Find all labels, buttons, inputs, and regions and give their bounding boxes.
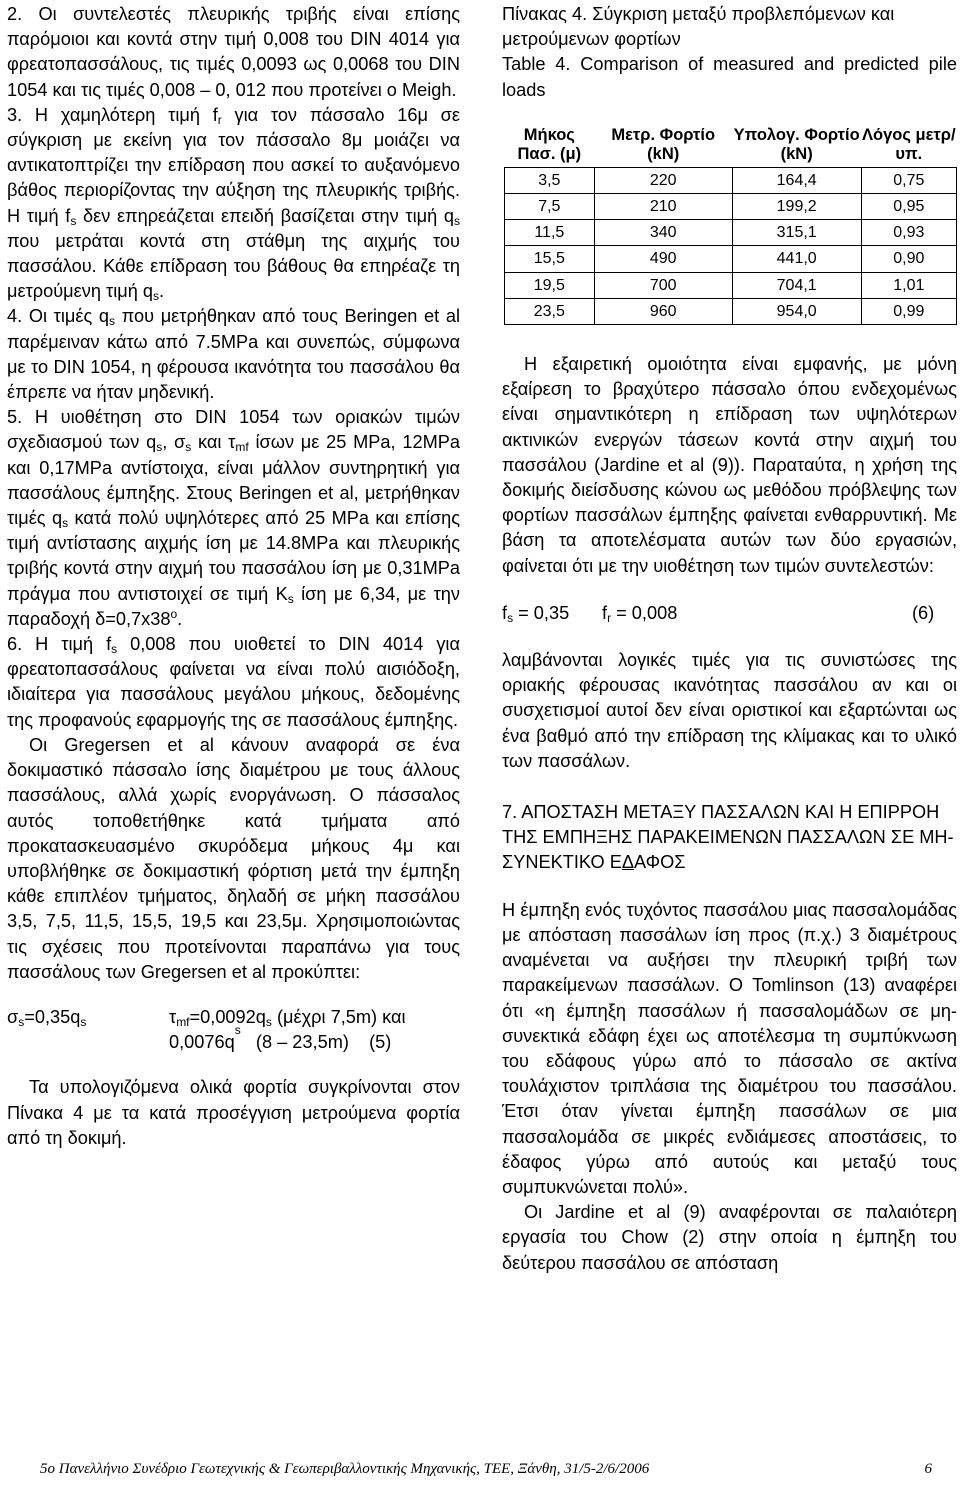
item-5: 5. Η υιοθέτηση στο DIN 1054 των οριακών τιμών σχεδιασμού των $q_s$, $\sigma_s$ και $\tau_{mf}$ ίσων με 25 MPa, 12MPa και 0,17MPa αντίστοιχα, είναι μάλλον συντηρητική για πασσάλους έμπηξης. Στους Beringen et al, μετρήθηκαν τιμές $q_s$ κατά πολύ υψηλότερες από 25 MPa και επίσης τιμή αντίστασης αιχμής ίση με 14.8MPa και πλευρικής τριβής κοντά στην αιχμή του πασσάλου ίση με 0,31MPa πράγμα που αντιστοιχεί σε τιμή $K_s$ ίση με 6,34, με την παραδοχή $\delta=0,7x38^o$. bbox=[7, 407, 460, 629]
fr-expression: $f_r = 0,008$ bbox=[602, 602, 678, 625]
table-row: 19,5 700 704,1 1,01 bbox=[505, 272, 957, 298]
final-paragraph: Τα υπολογιζόμενα ολικά φορτία συγκρίνονται στον Πίνακα 4 με τα κατά προσέγγιση μετρούμενα φορτία από τη δοκιμή. bbox=[7, 1077, 460, 1148]
item-2: 2. Οι συντελεστές πλευρικής τριβής είναι επίσης παρόμοιοι και κοντά στην τιμή 0,008 του DIN 4014 για φρεατοπασσάλους, τις τιμές 0,0093 ως 0,0068 του DIN 1054 και τις τιμές 0,008 – 0, 012 που προτείνει ο Meigh. bbox=[7, 4, 460, 100]
conference-footer: 5ο Πανελλήνιο Συνέδριο Γεωτεχνικής & Γεωπεριβαλλοντικής Μηχανικής, ΤΕΕ, Ξάνθη, 31/5-2/6/2006 bbox=[40, 1461, 650, 1477]
table-row: 15,5 490 441,0 0,90 bbox=[505, 246, 957, 272]
page-number: 6 bbox=[924, 1461, 932, 1477]
table-caption-gr: Πίνακας 4. Σύγκριση μεταξύ προβλεπόμενων και μετρούμενων φορτίων bbox=[502, 4, 895, 50]
table-header-row bbox=[505, 124, 957, 168]
comparison-table bbox=[504, 124, 957, 325]
table-row: 7,5 210 199,2 0,95 bbox=[505, 194, 957, 220]
item-4: 4. Οι τιμές $q_s$ που μετρήθηκαν από τους Beringen et al παρέμειναν κάτω από 7.5MPa και συνεπώς, σύμφωνα με το DIN 1054, η φέρουσα ικανότητα του πασσάλου θα έπρεπε να ήταν μηδενική. bbox=[7, 306, 460, 403]
right-column bbox=[502, 2, 957, 1276]
header-length: Μήκος Πασ. (μ) bbox=[517, 125, 582, 163]
equation-6 bbox=[502, 601, 957, 626]
jardine-paragraph: Οι Jardine et al (9) αναφέρονται σε παλαιότερη εργασία του Chow (2) στην οποία η έμπηξη του δεύτερου πασσάλου σε απόσταση bbox=[502, 1202, 957, 1273]
header-measured: Μετρ. Φορτίο (kN) bbox=[611, 125, 716, 163]
sigma-expression: $\sigma_s=0,35q_s$ bbox=[7, 1006, 87, 1029]
table-caption-en: Table 4. Comparison of measured and predicted pile loads bbox=[502, 54, 957, 100]
table-row: 23,5 960 954,0 0,99 bbox=[505, 298, 957, 324]
equation-number: (6) bbox=[912, 602, 935, 623]
table-row: 11,5 340 315,1 0,93 bbox=[505, 220, 957, 246]
gregersen-paragraph: Οι Gregersen et al κάνουν αναφορά σε ένα δοκιμαστικό πάσσαλο ίσης διαμέτρου με τους άλλους πασσάλους, αλλά χωρίς ενοργάνωση. Ο πάσσαλος αυτός τοποθετήθηκε κατά τμήματα από προκατασκευασμένο σκυρόδεμα μήκους 4μ και υποβλήθηκε σε δοκιμαστική φόρτιση μετά την έμπηξη κάθε επιπλέον τμήματος, δηλαδή σε μήκη πασσάλου 3,5, 7,5, 11,5, 15,5, 19,5 και 23,5μ. Χρησιμοποιώντας τις σχέσεις που προτείνονται παραπάνω για τους πασσάλους των Gregersen et al προκύπτει: bbox=[7, 734, 460, 982]
similarity-paragraph: Η εξαιρετική ομοιότητα είναι εμφανής, με μόνη εξαίρεση το βραχύτερο πάσσαλο όπου ενδεχομένως είναι σημαντικότερη η επίδραση των υψηλότερων ακτινικών ενεργών τάσεων κοντά στην αιχμή του πασσάλου (Jardine et al (9)). Παραταύτα, η χρήση της δοκιμής διείσδυσης κώνου ως μεθόδου πρόβλεψης των φορτίων πασσάλων έμπηξης φαίνεται ενθαρρυντική. Με βάση τα αποτελέσματα αυτών των δύο εργασιών, φαίνεται ότι με την υιοθέτηση των τιμών συντελεστών: bbox=[502, 354, 957, 576]
components-paragraph: λαμβάνονται λογικές τιμές για τις συνιστώσες της οριακής φέρουσας ικανότητας πασσάλου αν και οι συσχετισμοί αυτοί δεν είναι οριστικοί και εξαρτώνται ως ένα βαθμό από την επίδραση της κλίμακας και το υλικό των πασσάλων. bbox=[502, 650, 957, 771]
header-ratio: Λόγος μετρ/υπ. bbox=[862, 125, 956, 163]
tomlinson-paragraph: Η έμπηξη ενός τυχόντος πασσάλου μιας πασσαλομάδας με απόσταση πασσάλων ίση προς (π.χ.) 3 διαμέτρους αναμένεται να αυξήσει την πλευρική τριβή των παρακείμενων πασσάλων. Ο Tomlinson (13) αναφέρει ότι «η έμπηξη πασσάλων ή πασσαλομάδων σε μη-συνεκτικά εδάφη έχει ως αποτέλεσμα τη συμπύκνωση του εδάφους γύρω από το πάσσαλο σε ακτίνα τουλάχιστον τριπλάσια της διαμέτρου του πασσάλου. Έτσι όταν γίνεται έμπηξη πασσάλων σε μια πασσαλομάδα σε μικρές ενδιάμεσες αποστάσεις, το έδαφος γύρω από αυτούς και μεταξύ τους συμπυκνώνεται πολύ». bbox=[502, 899, 957, 1197]
table-row: 3,5 220 164,4 0,75 bbox=[505, 167, 957, 193]
equation-5-line2: 0,0076q s (8 – 23,5m) (5) bbox=[169, 1023, 392, 1053]
item-6: 6. Η τιμή $f_s$ 0,008 που υιοθετεί το DIN 4014 για φρεατοπασσάλους φαίνεται να είναι πολύ αισιόδοξη, ιδιαίτερα για πασσάλους μεγάλου μήκους, δεδομένης της προφανούς εφαρμογής της σε πασσάλους έμπηξης. bbox=[7, 634, 460, 730]
item-3: 3. Η χαμηλότερη τιμή $f_r$ για τον πάσσαλο 16μ σε σύγκριση με εκείνη για τον πάσσαλο 8μ μοιάζει να αντικατοπτρίζει την επίδραση που ασκεί το αυξανόμενο βάθος περιορίζοντας την αύξηση της πλευρικής τριβής. Η τιμή $f_s$ δεν επηρεάζεται επειδή βασίζεται στην τιμή $q_s$ που μετράται κοντά στη στάθμη της αιχμής του πασσάλου. Κάθε επίδραση του βάθους θα επηρέαζε τη μετρούμενη τιμή $q_s$. bbox=[7, 104, 461, 304]
fs-expression: $f_s = 0,35$ bbox=[502, 602, 570, 625]
header-calculated: Υπολογ. Φορτίο (kN) bbox=[733, 125, 860, 163]
tau-expression: $\tau_{mf}=0,0092q_s$ (μέχρι 7,5m) και bbox=[169, 1006, 406, 1029]
equation-5 bbox=[7, 1005, 460, 1055]
left-column bbox=[7, 2, 460, 1151]
section-heading: 7. ΑΠΟΣΤΑΣΗ ΜΕΤΑΞΥ ΠΑΣΣΑΛΩΝ ΚΑΙ Η ΕΠΙΡΡΟΗ ΤΗΣ ΕΜΠΗΞΗΣ ΠΑΡΑΚΕΙΜΕΝΩΝ ΠΑΣΣΑΛΩΝ ΣΕ ΜΗ-ΣΥΝΕΚΤΙΚΟ ΕΔΑΦΟΣ bbox=[502, 802, 954, 873]
